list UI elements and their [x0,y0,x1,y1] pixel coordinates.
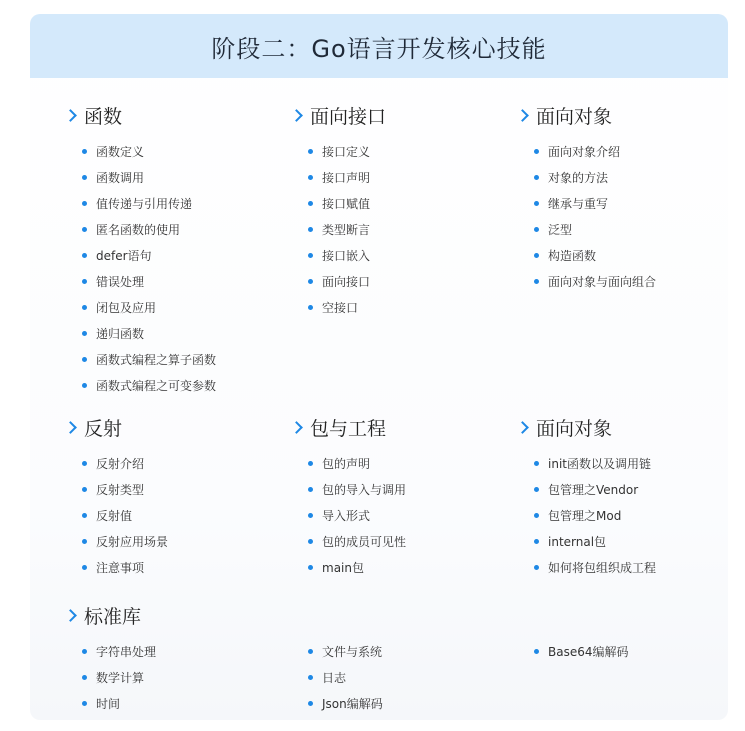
topic-label: 继承与重写 [548,196,609,211]
list-item [82,554,168,580]
topic-list [534,450,656,580]
chevron-right-icon [64,109,77,122]
list-item [534,502,656,528]
bullet-icon [82,279,87,284]
list-item [308,528,406,554]
topic-label: Base64编解码 [548,644,629,659]
section-packages [290,414,406,580]
list-item [308,216,386,242]
list-item [308,638,383,664]
chevron-right-icon [290,421,303,434]
list-item [534,450,656,476]
bullet-icon [82,149,87,154]
topic-label: 时间 [96,696,121,711]
list-item [308,268,386,294]
bullet-icon [308,565,313,570]
section-title: 包与工程 [310,417,387,440]
list-item [534,638,629,664]
topic-label: 反射介绍 [96,456,145,471]
topic-label: 函数式编程之可变参数 [96,378,217,393]
list-item [308,242,386,268]
bullet-icon [82,539,87,544]
list-item [308,690,383,716]
section-header [64,602,141,628]
chevron-right-icon [290,109,303,122]
list-item [534,190,656,216]
list-item [82,664,156,690]
topic-label: 注意事项 [96,560,145,575]
section-interfaces [290,102,386,320]
list-item [308,476,406,502]
bullet-icon [308,675,313,680]
topic-label: 包的声明 [322,456,371,471]
list-item [308,164,386,190]
list-item [82,528,168,554]
topic-label: 接口声明 [322,170,371,185]
topic-label: 函数定义 [96,144,145,159]
stdlib-column-2 [308,638,383,716]
topic-label: 如何将包组织成工程 [548,560,657,575]
list-item [82,138,216,164]
chevron-right-icon [64,609,77,622]
section-title: 面向对象 [536,105,613,128]
list-item [534,268,656,294]
list-item [534,554,656,580]
bullet-icon [534,201,539,206]
chevron-right-icon [516,109,529,122]
section-header [64,102,216,128]
list-item [82,502,168,528]
section-header [516,102,656,128]
topic-list [534,138,656,294]
section-oop [516,102,656,294]
stdlib-column-3 [534,638,629,664]
section-oop-2 [516,414,656,580]
bullet-icon [534,565,539,570]
topic-label: 接口赋值 [322,196,371,211]
list-item [82,268,216,294]
topic-label: 构造函数 [548,248,597,263]
topic-label: 反射类型 [96,482,145,497]
bullet-icon [308,201,313,206]
bullet-icon [82,675,87,680]
topic-list [82,138,216,398]
topic-label: 包管理之Vendor [548,482,639,497]
section-header [64,414,168,440]
list-item [82,690,156,716]
section-title: 面向对象 [536,417,613,440]
topic-label: 函数式编程之算子函数 [96,352,217,367]
section-title: 标准库 [84,605,142,628]
bullet-icon [82,513,87,518]
bullet-icon [82,227,87,232]
bullet-icon [82,357,87,362]
topic-label: 泛型 [548,222,573,237]
bullet-icon [308,513,313,518]
list-item [82,294,216,320]
bullet-icon [308,461,313,466]
stage-header [30,14,728,78]
section-reflection [64,414,168,580]
list-item [308,190,386,216]
bullet-icon [308,149,313,154]
bullet-icon [82,383,87,388]
bullet-icon [308,649,313,654]
topic-label: 反射值 [96,508,133,523]
topic-label: 面向对象介绍 [548,144,621,159]
chevron-right-icon [64,421,77,434]
list-item [82,638,156,664]
bullet-icon [82,201,87,206]
list-item [82,450,168,476]
topic-label: 类型断言 [322,222,371,237]
bullet-icon [534,487,539,492]
bullet-icon [82,565,87,570]
list-item [534,138,656,164]
stage-card [30,14,728,720]
topic-label: 包的导入与调用 [322,482,407,497]
bullet-icon [534,279,539,284]
bullet-icon [308,305,313,310]
topic-label: 数学计算 [96,670,145,685]
list-item [534,476,656,502]
list-item [82,216,216,242]
section-title: 反射 [84,417,123,440]
topic-label: 面向对象与面向组合 [548,274,657,289]
bullet-icon [82,649,87,654]
bullet-icon [308,227,313,232]
bullet-icon [534,461,539,466]
bullet-icon [308,539,313,544]
list-item [82,320,216,346]
list-item [534,164,656,190]
topic-label: 反射应用场景 [96,534,169,549]
bullet-icon [308,701,313,706]
section-functions [64,102,216,398]
topic-label: 导入形式 [322,508,371,523]
topic-label: 面向接口 [322,274,371,289]
section-title: 函数 [84,105,123,128]
bullet-icon [534,227,539,232]
list-item [82,242,216,268]
topic-label: 闭包及应用 [96,300,157,315]
topic-label: 函数调用 [96,170,145,185]
list-item [308,554,406,580]
list-item [308,294,386,320]
topic-label: 包管理之Mod [548,508,622,523]
topic-label: 空接口 [322,300,359,315]
section-stdlib [64,602,141,628]
section-header [290,102,386,128]
stdlib-column-1 [82,638,156,716]
topic-label: defer语句 [96,248,152,263]
list-item [534,242,656,268]
stage-title: 阶段二：Go语言开发核心技能 [211,34,547,63]
list-item [82,476,168,502]
topic-label: init函数以及调用链 [548,456,651,471]
topic-label: 值传递与引用传递 [96,196,193,211]
bullet-icon [82,175,87,180]
bullet-icon [82,305,87,310]
bullet-icon [534,539,539,544]
bullet-icon [534,253,539,258]
list-item [308,138,386,164]
topic-label: 日志 [322,670,347,685]
bullet-icon [308,487,313,492]
bullet-icon [308,175,313,180]
topic-label: 错误处理 [96,274,145,289]
bullet-icon [82,253,87,258]
section-header [290,414,406,440]
topic-label: Json编解码 [322,696,383,711]
topic-list [308,138,386,320]
section-title: 面向接口 [310,105,387,128]
topic-label: 递归函数 [96,326,145,341]
list-item [308,664,383,690]
topic-label: 字符串处理 [96,644,157,659]
list-item [82,372,216,398]
topic-label: 包的成员可见性 [322,534,407,549]
topic-label: 接口嵌入 [322,248,371,263]
list-item [534,216,656,242]
list-item [82,164,216,190]
list-item [534,528,656,554]
topic-label: 对象的方法 [548,170,609,185]
bullet-icon [534,649,539,654]
bullet-icon [534,175,539,180]
bullet-icon [82,461,87,466]
topic-label: 文件与系统 [322,644,383,659]
topic-list [308,450,406,580]
bullet-icon [534,149,539,154]
list-item [82,346,216,372]
topic-label: internal包 [548,534,607,549]
bullet-icon [82,701,87,706]
list-item [82,190,216,216]
topic-list [82,450,168,580]
section-header [516,414,656,440]
bullet-icon [534,513,539,518]
bullet-icon [82,331,87,336]
bullet-icon [82,487,87,492]
bullet-icon [308,253,313,258]
topic-label: 接口定义 [322,144,371,159]
bullet-icon [308,279,313,284]
topic-label: 匿名函数的使用 [96,222,181,237]
topic-label: main包 [322,560,364,575]
list-item [308,502,406,528]
list-item [308,450,406,476]
chevron-right-icon [516,421,529,434]
